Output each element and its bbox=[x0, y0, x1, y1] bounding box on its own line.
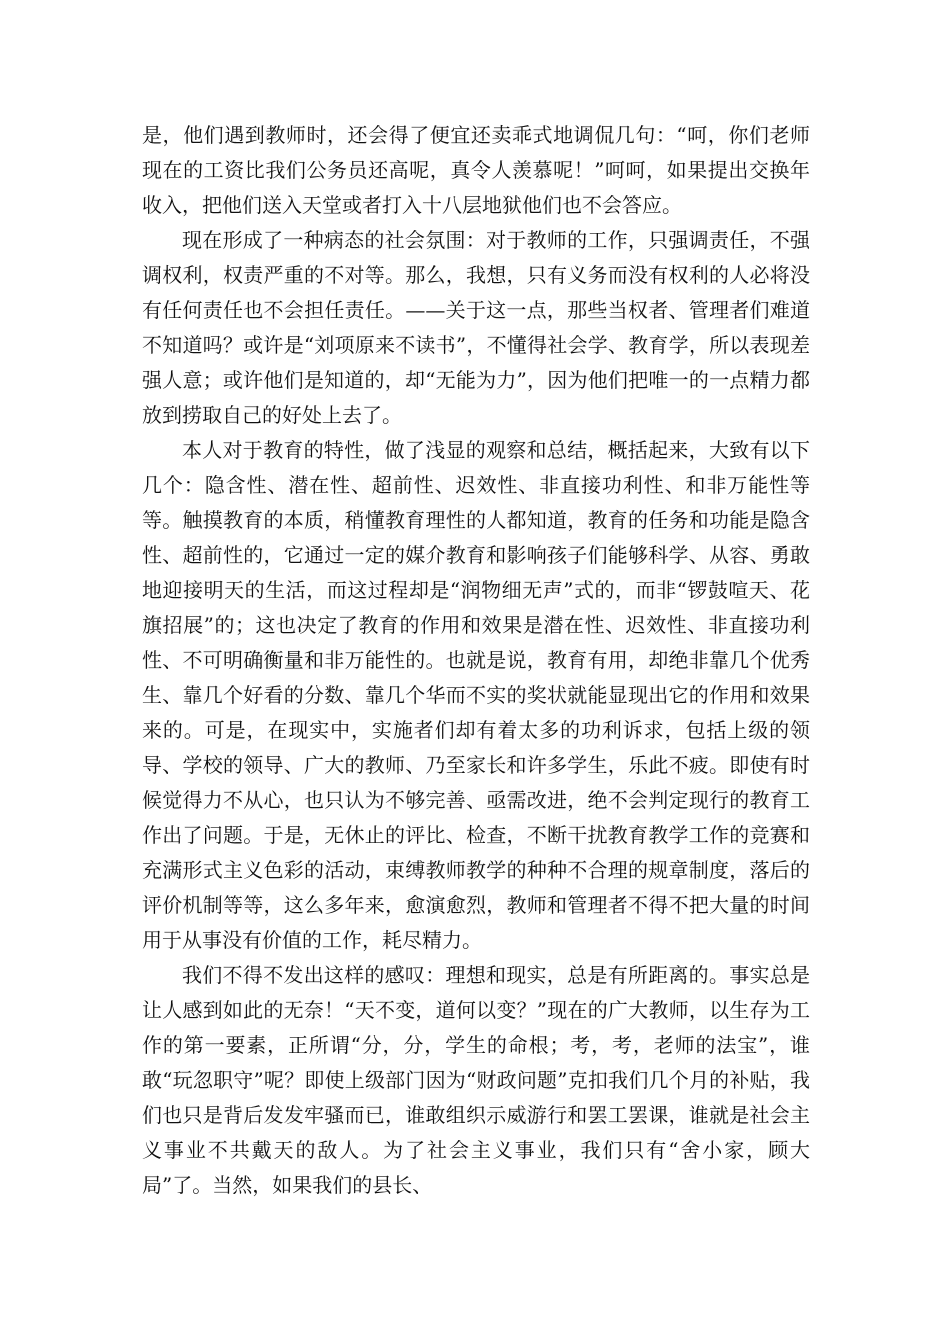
paragraph-3: 本人对于教育的特性，做了浅显的观察和总结，概括起来，大致有以下几个：隐含性、潜在性、超前性、迟效性、非直接功利性、和非万能性等等。触摸教育的本质，稍懂教育理性的人都知道，教育的任务和功能是隐含性、超前性的，它通过一定的媒介教育和影响孩子们能够科学、从容、勇敢地迎接明天的生活，而这过程却是“润物细无声”式的，而非“锣鼓喧天、花旗招展”的；这也决定了教育的作用和效果是潜在性、迟效性、非直接功利性、不可明确衡量和非万能性的。也就是说，教育有用，却绝非靠几个优秀生、靠几个好看的分数、靠几个华而不实的奖状就能显现出它的作用和效果来的。可是，在现实中，实施者们却有着太多的功利诉求，包括上级的领导、学校的领导、广大的教师、乃至家长和许多学生，乐此不疲。即使有时候觉得力不从心，也只认为不够完善、亟需改进，绝不会判定现行的教育工作出了问题。于是，无休止的评比、检查，不断干扰教育教学工作的竞赛和充满形式主义色彩的活动，束缚教师教学的种种不合理的规章制度，落后的评价机制等等，这么多年来，愈演愈烈，教师和管理者不得不把大量的时间用于从事没有价值的工作，耗尽精力。 bbox=[142, 438, 810, 952]
paragraph-4: 我们不得不发出这样的感叹：理想和现实，总是有所距离的。事实总是让人感到如此的无奈！“天不变，道何以变？”现在的广大教师，以生存为工作的第一要素，正所谓“分，分，学生的命根；考，考，老师的法宝”，谁敢“玩忽职守”呢？即使上级部门因为“财政问题”克扣我们几个月的补贴，我们也只是背后发发牢骚而已，谁敢组织示威游行和罢工罢课，谁就是社会主义事业不共戴天的敌人。为了社会主义事业，我们只有“舍小家，顾大局”了。当然，如果我们的县长、 bbox=[142, 963, 810, 1197]
paragraph-2: 现在形成了一种病态的社会氛围：对于教师的工作，只强调责任，不强调权利，权责严重的不对等。那么，我想，只有义务而没有权利的人必将没有任何责任也不会担任责任。——关于这一点，那些当权者、管理者们难道不知道吗？或许是“刘项原来不读书”，不懂得社会学、教育学，所以表现差强人意；或许他们是知道的，却“无能为力”，因为他们把唯一的一点精力都放到捞取自己的好处上去了。 bbox=[142, 228, 810, 427]
document-body bbox=[142, 118, 810, 1203]
paragraph-1: 是，他们遇到教师时，还会得了便宜还卖乖式地调侃几句：“呵，你们老师现在的工资比我们公务员还高呢，真令人羡慕呢！”呵呵，如果提出交换年收入，把他们送入天堂或者打入十八层地狱他们也不会答应。 bbox=[142, 123, 810, 217]
